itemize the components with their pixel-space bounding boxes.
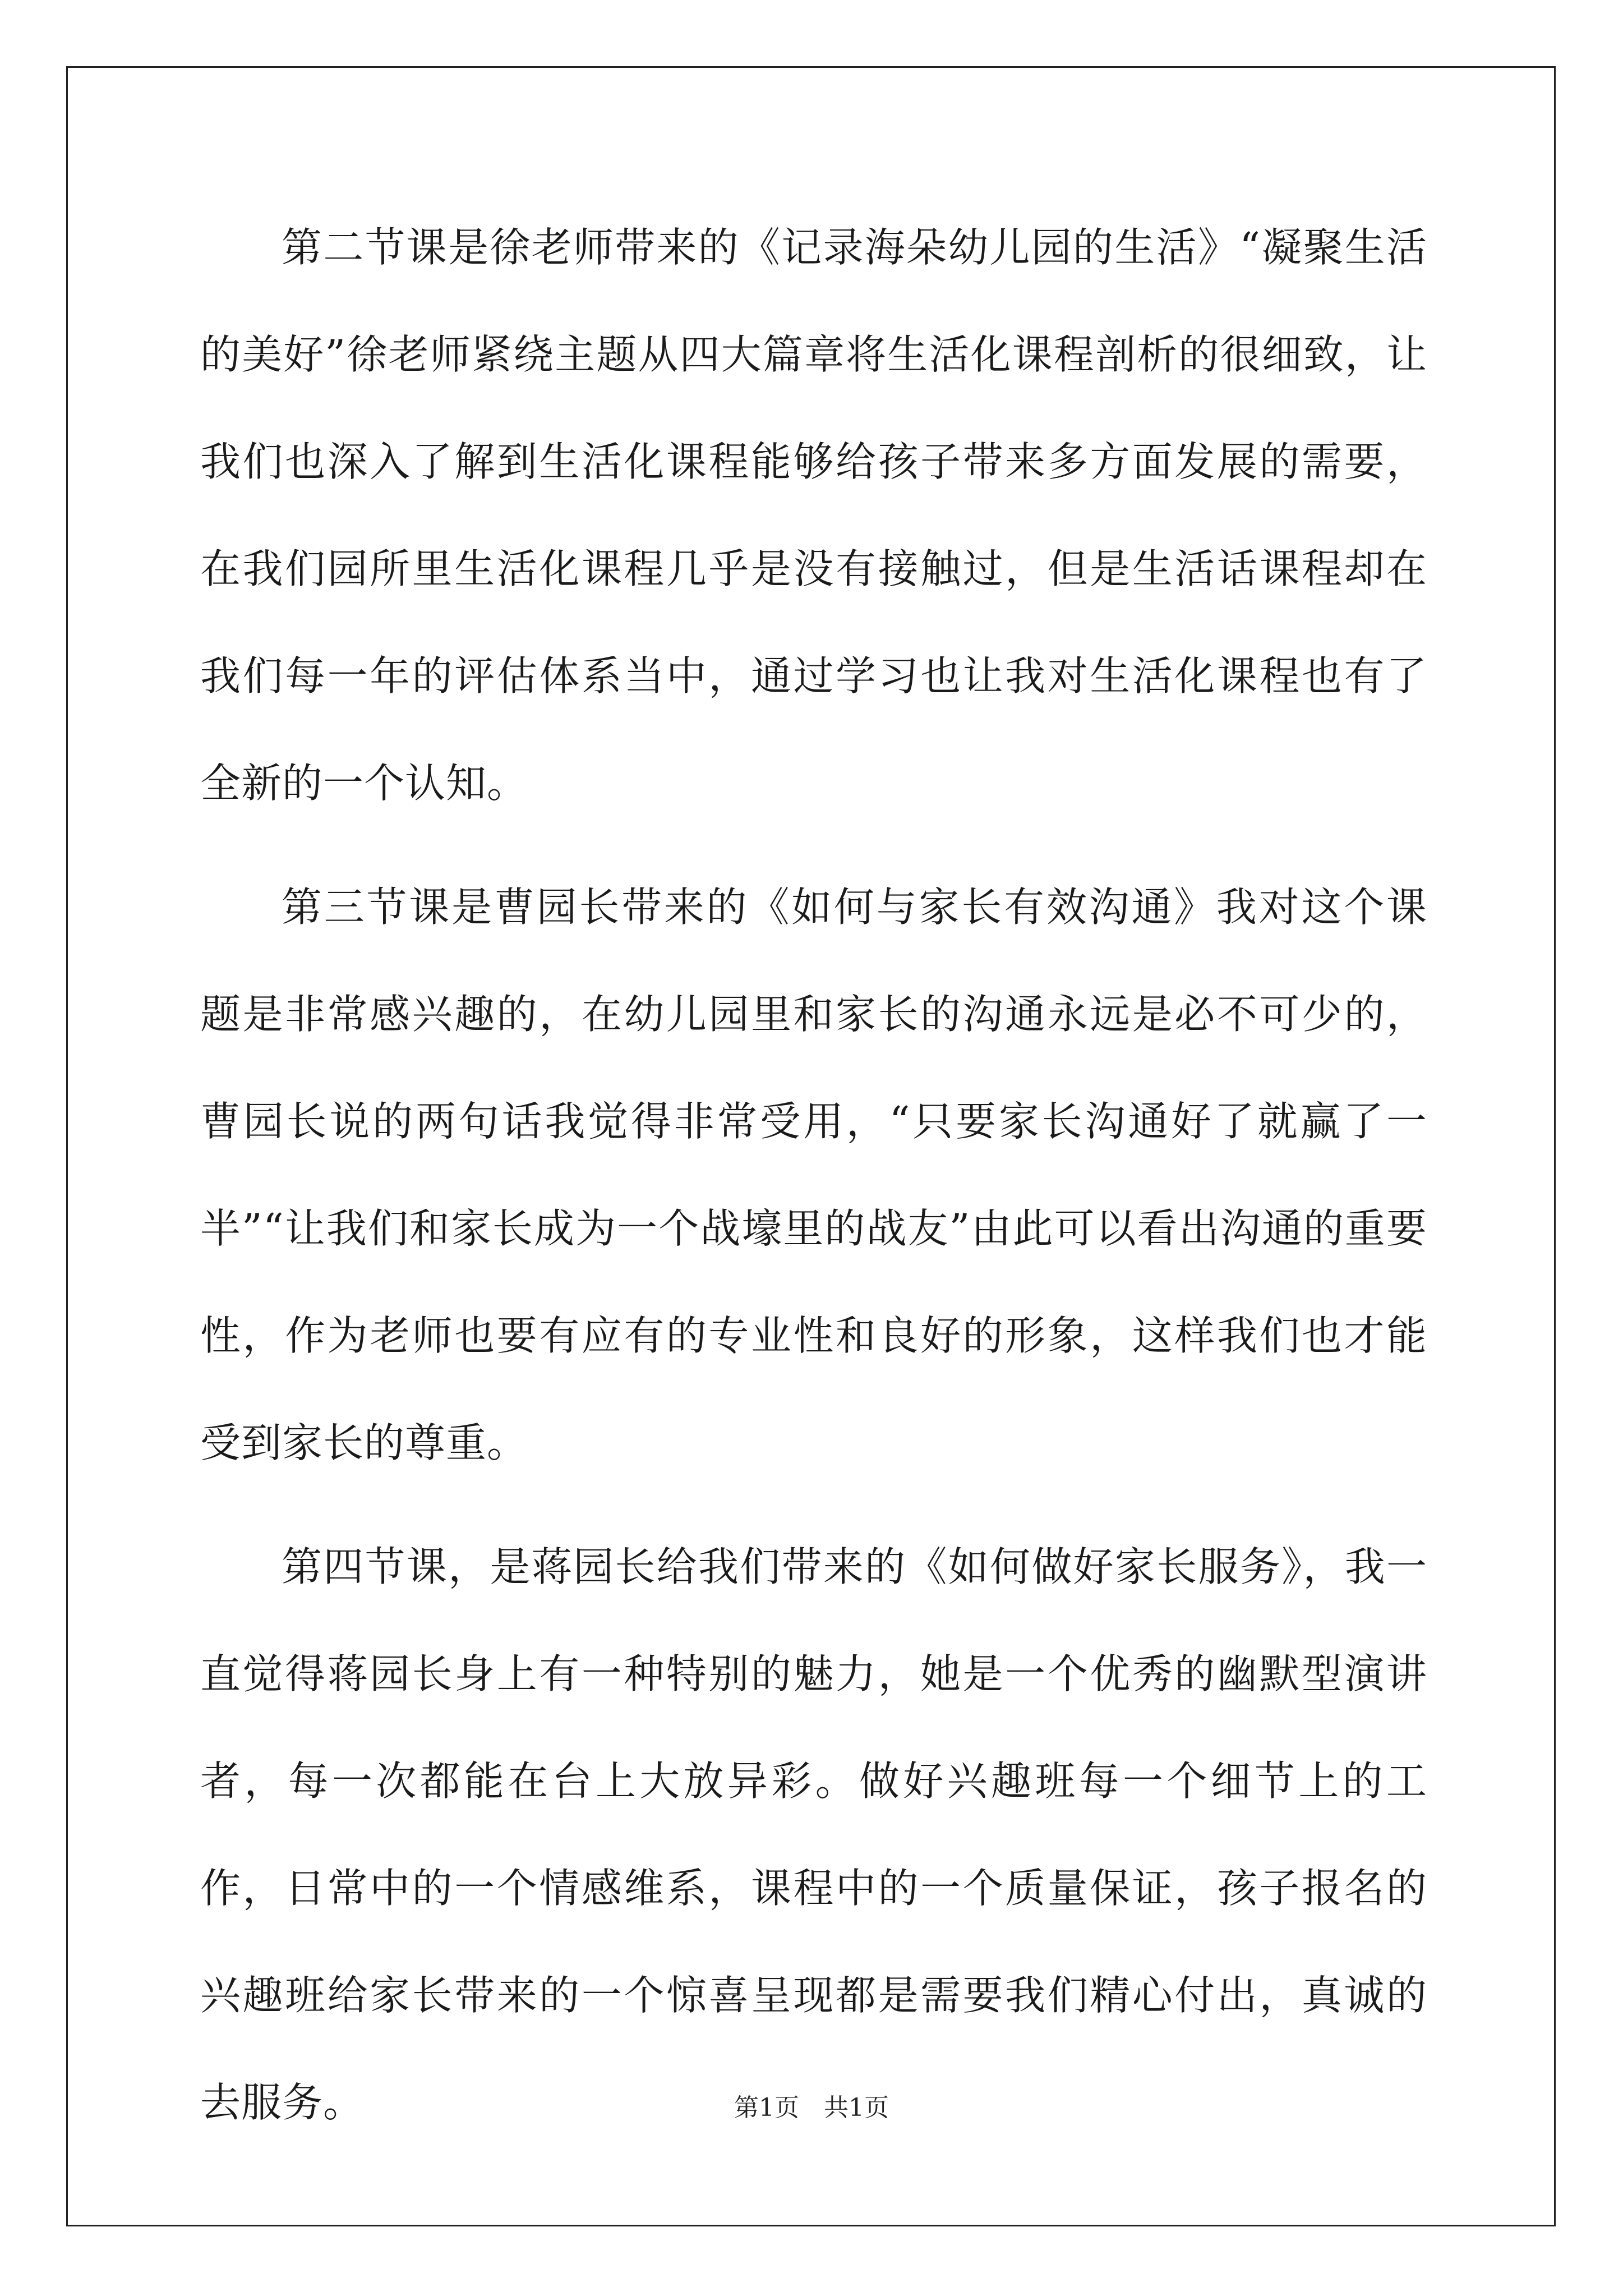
paragraph-second-lesson: 第二节课是徐老师带来的《记录海朵幼儿园的生活》“凝聚生活的美好”徐老师紧绕主题从四大篇章将生活化课程剖析的很细致，让我们也深入了解到生活化课程能够给孩子带来多方面发展的需要，在我们园所里生活化课程几乎是没有接触过，但是生活话课程却在我们每一年的评估体系当中，通过学习也让我对生活化课程也有了全新的一个认知。 <box>200 224 1427 807</box>
paragraph-third-lesson: 第三节课是曹园长带来的《如何与家长有效沟通》我对这个课题是非常感兴趣的，在幼儿园里和家长的沟通永远是必不可少的，曹园长说的两句话我觉得非常受用，“只要家长沟通好了就赢了一半”“让我们和家长成为一个战壕里的战友”由此可以看出沟通的重要性，作为老师也要有应有的专业性和良好的形象，这样我们也才能受到家长的尊重。 <box>200 884 1427 1466</box>
document-body <box>200 194 1427 2173</box>
page-number-footer: 第1页 共1页 <box>734 2093 889 2122</box>
paragraph-fourth-lesson: 第四节课，是蒋园长给我们带来的《如何做好家长服务》，我一直觉得蒋园长身上有一种特别的魅力，她是一个优秀的幽默型演讲者，每一次都能在台上大放异彩。做好兴趣班每一个细节上的工作，日常中的一个情感维系，课程中的一个质量保证，孩子报名的兴趣班给家长带来的一个惊喜呈现都是需要我们精心付出，真诚的去服务。 <box>200 1543 1427 2126</box>
